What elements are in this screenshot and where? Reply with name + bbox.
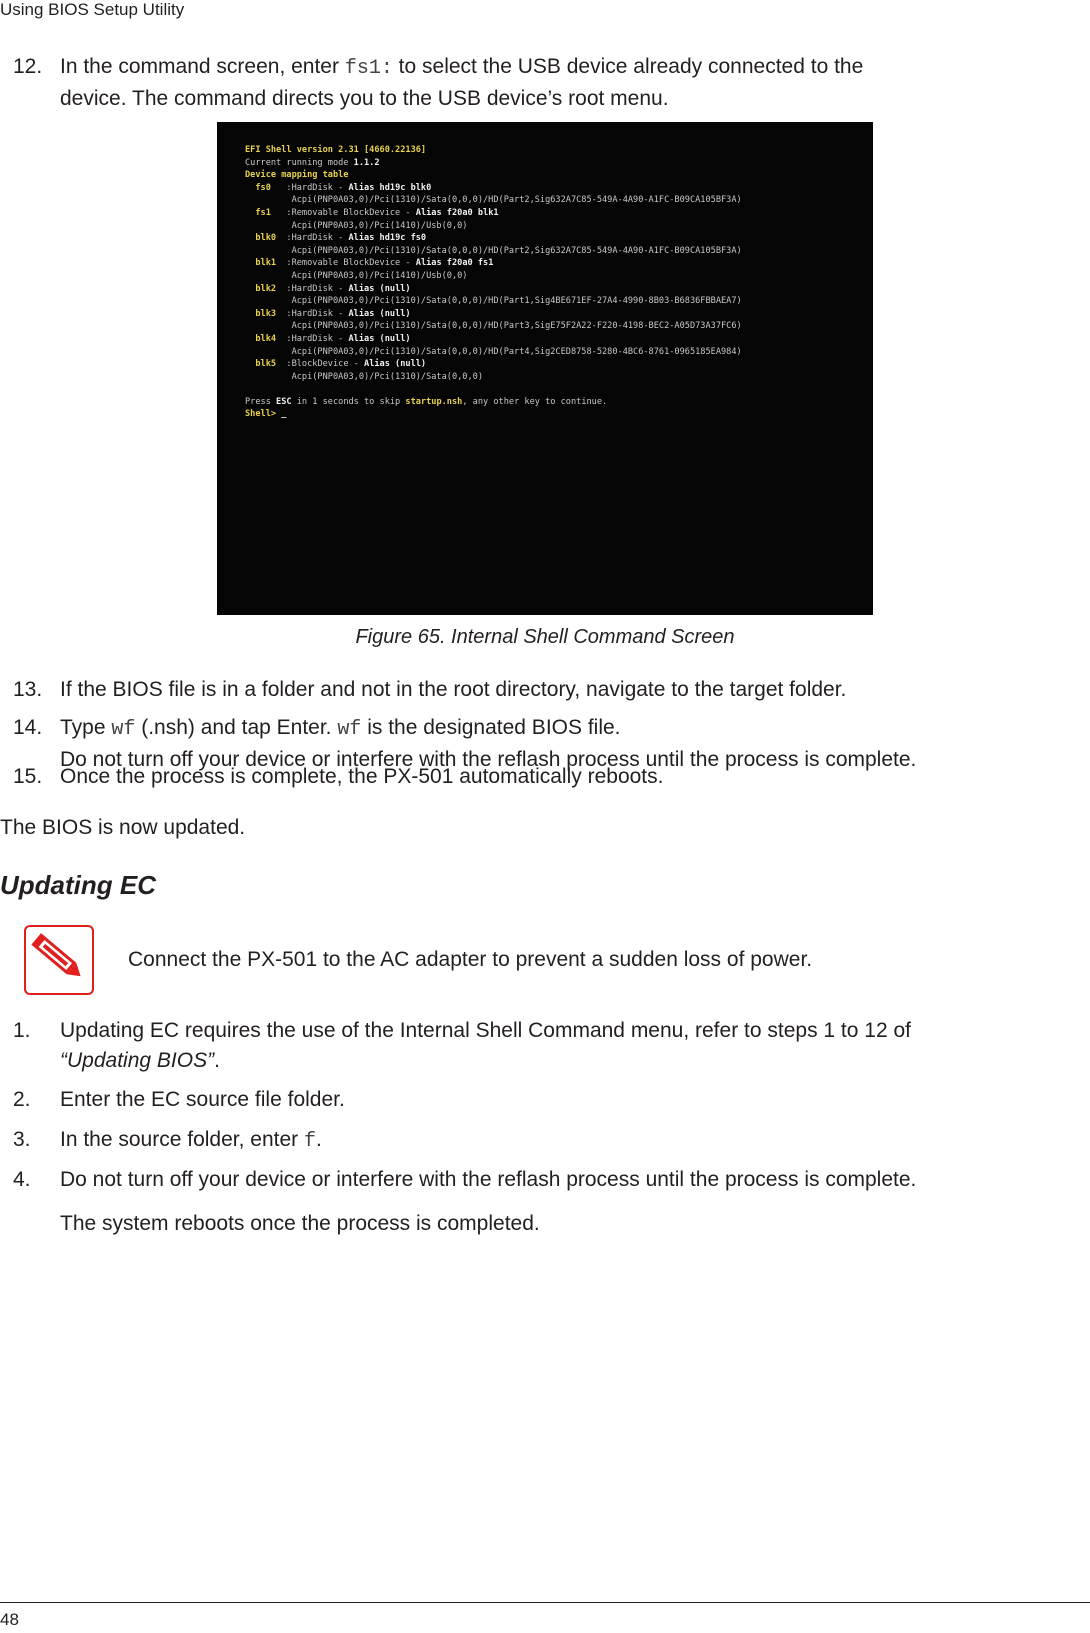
step-text: . (316, 1128, 322, 1151)
step-text-line2: The system reboots once the process is completed. (60, 1212, 540, 1235)
shell-text: Acpi(PNP0A03,0)/Pci(1410)/Usb(0,0) (245, 270, 468, 281)
shell-text: blk3 (245, 308, 287, 319)
cross-reference-link[interactable]: “Updating BIOS” (60, 1049, 215, 1072)
step-text: (.nsh) and tap Enter. (135, 716, 338, 739)
shell-text: Alias (null) (348, 333, 411, 344)
shell-line (245, 358, 742, 371)
inline-code: f (303, 1130, 316, 1153)
shell-text: :Removable BlockDevice - (286, 207, 416, 218)
shell-line (245, 257, 742, 270)
shell-text: fs1 (245, 207, 287, 218)
shell-line (245, 308, 742, 321)
step-text: If the BIOS file is in a folder and not in the root directory, navigate to the target folder. (60, 678, 847, 701)
inline-code: wf (337, 718, 362, 741)
shell-text: Current running mode (245, 157, 354, 168)
shell-output (245, 144, 742, 421)
shell-line (245, 346, 742, 359)
section-title: Updating EC (0, 870, 156, 900)
shell-text: Alias (null) (364, 359, 427, 370)
shell-text: :HardDisk - (286, 308, 349, 319)
shell-line (245, 157, 742, 170)
step-text: In the command screen, enter (60, 55, 345, 78)
shell-text: Alias hd19c fs0 (348, 233, 427, 244)
shell-text: Press (245, 396, 277, 407)
note-text: Connect the PX-501 to the AC adapter to prevent a sudden loss of power. (128, 948, 813, 971)
shell-text: blk0 (245, 233, 287, 244)
shell-text: :HardDisk - (286, 283, 349, 294)
step-text: to select the USB device already connected to the (392, 55, 864, 78)
shell-text: startup.nsh (405, 396, 463, 407)
shell-text: Acpi(PNP0A03,0)/Pci(1410)/Usb(0,0) (245, 220, 468, 231)
shell-line (245, 194, 742, 207)
step-text: Enter the EC source file folder. (60, 1088, 345, 1111)
step-body (60, 52, 1080, 114)
shell-text: fs0 (245, 182, 287, 193)
footer-rule (0, 1602, 1090, 1603)
step-number: 1. (13, 1019, 31, 1042)
step-number: 15. (13, 765, 43, 788)
shell-line (245, 295, 742, 308)
shell-line (245, 144, 742, 157)
shell-line (245, 207, 742, 220)
shell-text: ESC (276, 396, 292, 407)
shell-text: :HardDisk - (286, 182, 349, 193)
shell-line (245, 182, 742, 195)
shell-text: _ (281, 409, 287, 420)
pencil-icon (26, 927, 92, 993)
shell-line (245, 371, 742, 384)
shell-text: Acpi(PNP0A03,0)/Pci(1310)/Sata(0,0,0)/HD(Part3,SigE75F2A22-F220-4198-BEC2-A05D73A37FC6) (245, 321, 742, 332)
shell-text: Acpi(PNP0A03,0)/Pci(1310)/Sata(0,0,0)/HD(Part4,Sig2CED8758-5280-4BC6-8761-0965185EA984) (245, 346, 742, 357)
shell-line (245, 396, 742, 409)
step-number: 14. (13, 716, 43, 739)
inline-code: fs1: (344, 57, 393, 80)
step-text: Type (60, 716, 112, 739)
shell-line (245, 408, 742, 421)
shell-text: Acpi(PNP0A03,0)/Pci(1310)/Sata(0,0,0)/HD(Part2,Sig632A7C85-549A-4A90-A1FC-B09CA105BF3A) (245, 245, 742, 256)
pencil-note-icon (24, 925, 94, 995)
step-number: 3. (13, 1128, 31, 1151)
page-number: 48 (0, 1610, 19, 1629)
shell-text: Alias f20a0 fs1 (415, 258, 494, 269)
shell-text: Alias (null) (348, 283, 411, 294)
shell-text: :HardDisk - (286, 333, 349, 344)
shell-text: Device mapping table (245, 170, 349, 181)
shell-text: Acpi(PNP0A03,0)/Pci(1310)/Sata(0,0,0) (245, 371, 483, 382)
step-text: . (214, 1049, 220, 1072)
step-text: Once the process is complete, the PX-501 automatically reboots. (60, 765, 664, 788)
shell-line (245, 232, 742, 245)
inline-code: wf (111, 718, 136, 741)
shell-text: in 1 seconds to skip (291, 396, 406, 407)
step-text: Do not turn off your device or interfere with the reflash process until the process is complete. (60, 1168, 917, 1191)
shell-text: blk2 (245, 283, 287, 294)
shell-text: EFI Shell version 2.31 [4660.22136] (245, 145, 427, 155)
shell-line (245, 283, 742, 296)
shell-text: :Removable BlockDevice - (286, 258, 416, 269)
step-body (60, 1165, 1080, 1239)
step-number: 2. (13, 1088, 31, 1111)
shell-text: :BlockDevice - (286, 359, 365, 370)
shell-text: blk4 (245, 333, 287, 344)
shell-text: Alias f20a0 blk1 (415, 207, 499, 218)
step-text: In the source folder, enter (60, 1128, 304, 1151)
shell-line (245, 320, 742, 333)
shell-text: , any other key to continue. (462, 396, 608, 407)
shell-text: Acpi(PNP0A03,0)/Pci(1310)/Sata(0,0,0)/HD(Part1,Sig4BE671EF-27A4-4990-8B03-B6836FBBAEA7) (245, 296, 742, 307)
step-text-line2: Do not turn off your device or interfere with the reflash process until the process is complete. (60, 748, 917, 771)
step-text: is the designated BIOS file. (361, 716, 621, 739)
step-body (60, 1125, 1080, 1157)
shell-line (245, 383, 742, 396)
shell-text: Alias (null) (348, 308, 411, 319)
shell-text: 1.1.2 (353, 157, 380, 168)
shell-text: blk5 (245, 359, 287, 370)
running-header: Using BIOS Setup Utility (0, 0, 185, 19)
shell-line (245, 245, 742, 258)
shell-screenshot (217, 122, 873, 615)
step-number: 13. (13, 678, 43, 701)
step-text-line2: device. The command directs you to the USB device’s root menu. (60, 87, 669, 110)
shell-text: blk1 (245, 258, 287, 269)
step-text: Updating EC requires the use of the Internal Shell Command menu, refer to steps 1 to 12 of (60, 1019, 911, 1042)
step-body (60, 1016, 1080, 1076)
shell-line (245, 270, 742, 283)
shell-text: Acpi(PNP0A03,0)/Pci(1310)/Sata(0,0,0)/HD(Part2,Sig632A7C85-549A-4A90-A1FC-B09CA105BF3A) (245, 195, 742, 206)
step-number: 4. (13, 1168, 31, 1191)
shell-text (245, 384, 250, 394)
shell-text: Shell> (245, 409, 282, 420)
shell-line (245, 220, 742, 233)
shell-text: Alias hd19c blk0 (348, 182, 432, 193)
step-number: 12. (13, 55, 43, 78)
figure-caption: Figure 65. Internal Shell Command Screen (355, 626, 735, 648)
shell-line (245, 333, 742, 346)
bios-updated-text: The BIOS is now updated. (0, 816, 246, 839)
shell-line (245, 169, 742, 182)
shell-text: :HardDisk - (286, 233, 349, 244)
